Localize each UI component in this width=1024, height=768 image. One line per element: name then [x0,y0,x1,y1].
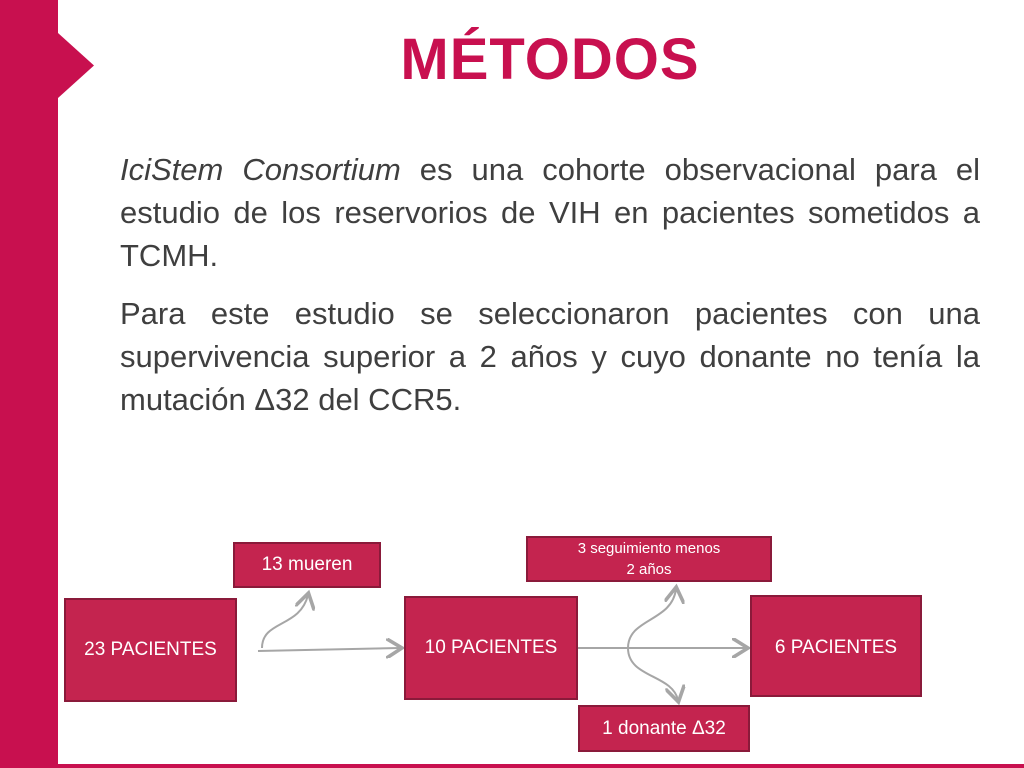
arrow-to-donante [628,648,678,700]
box-1-donante: 1 donante Δ32 [578,705,750,752]
arrow-23-to-10 [258,648,400,651]
consortium-name: IciStem Consortium [120,152,401,187]
box-13-mueren: 13 mueren [233,542,381,588]
box-seguimiento [526,536,772,582]
arrow-to-seguimiento [628,589,676,648]
box-10-pacientes: 10 PACIENTES [404,596,578,700]
seguimiento-line2: 2 años [626,561,672,578]
paragraph-selection: Para este estudio se seleccionaron pacientes con una supervivencia superior a 2 años y cuyo donante no tenía la mutación Δ32 del CCR5. [120,296,980,417]
seguimiento-line1: 3 seguimiento menos [577,540,721,557]
box-23-pacientes: 23 PACIENTES [64,598,237,702]
paragraph-intro-text: es una cohorte observacional para el estudio de los reservorios de VIH en pacientes sometidos a TCMH. [120,152,980,273]
slide-title: MÉTODOS [400,27,700,92]
arrow-to-mueren [262,595,308,648]
box-6-pacientes: 6 PACIENTES [750,595,922,697]
